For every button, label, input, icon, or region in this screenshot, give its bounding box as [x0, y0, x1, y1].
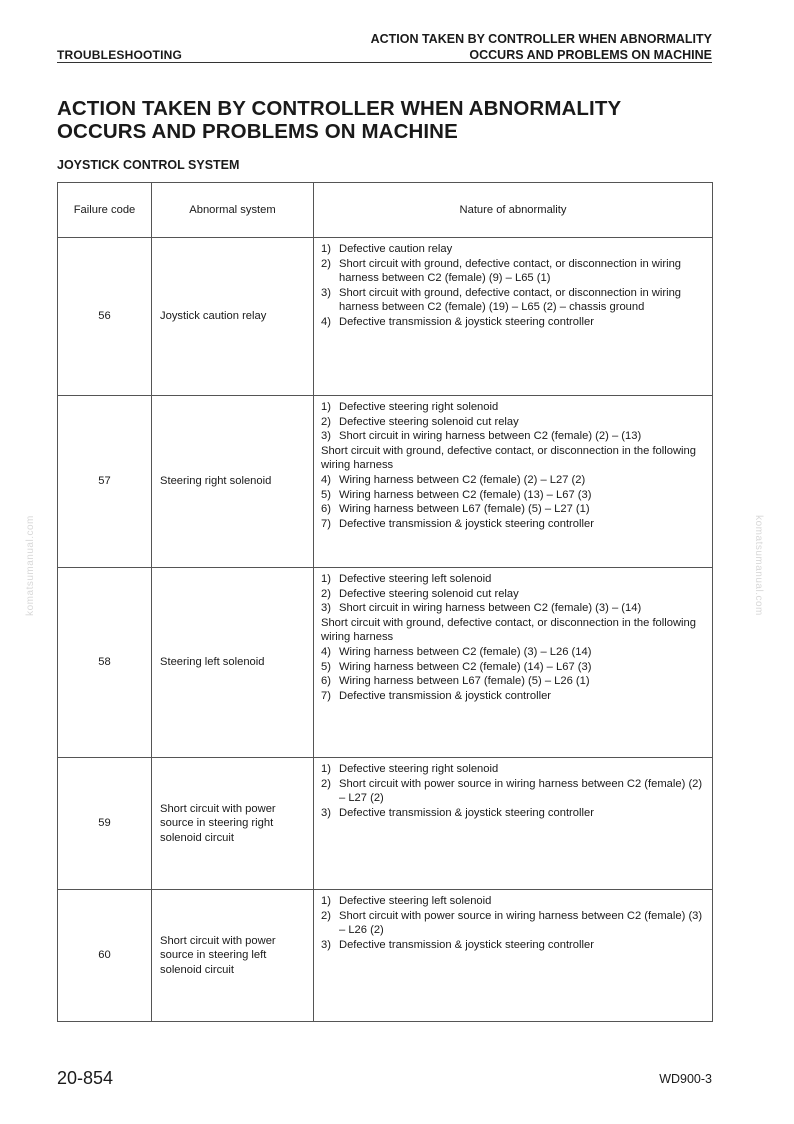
section-subtitle: JOYSTICK CONTROL SYSTEM	[57, 158, 240, 172]
model-number: WD900-3	[659, 1072, 712, 1086]
abnormality-item	[321, 415, 708, 430]
nature-of-abnormality-cell	[314, 238, 713, 396]
running-title	[371, 31, 712, 63]
abnormality-item	[321, 909, 708, 938]
table-row	[58, 758, 713, 890]
item-text: Defective steering left solenoid	[339, 573, 492, 585]
nature-of-abnormality-cell	[314, 568, 713, 758]
item-number: 3)	[321, 806, 331, 819]
item-number: 2)	[321, 777, 331, 790]
item-text: Wiring harness between C2 (female) (3) – L26 (14)	[339, 645, 592, 658]
abnormality-item	[321, 257, 708, 286]
item-text: Wiring harness between C2 (female) (13) – L67 (3)	[339, 488, 592, 501]
column-header-failure-code: Failure code	[58, 183, 152, 238]
item-text: Defective transmission & joystick steering controller	[339, 806, 594, 819]
item-number: 7)	[321, 689, 331, 702]
item-number: 1)	[321, 401, 331, 413]
abnormality-item	[321, 762, 708, 777]
table-row	[58, 396, 713, 568]
table-row	[58, 238, 713, 396]
item-number: 4)	[321, 473, 331, 486]
item-number: 6)	[321, 675, 331, 688]
item-text: Defective steering left solenoid	[339, 895, 492, 907]
failure-code-cell: 57	[58, 396, 152, 568]
item-number: 3)	[321, 286, 331, 299]
abnormality-item: Short circuit with ground, defective contact, or disconnection in the following wiring harness	[321, 616, 696, 644]
item-text: Short circuit in wiring harness between C2 (female) (3) – (14)	[339, 602, 642, 615]
item-number: 2)	[321, 909, 331, 922]
failure-code-cell: 58	[58, 568, 152, 758]
abnormal-system-cell: Steering left solenoid	[152, 568, 314, 758]
abnormal-system-cell: Steering right solenoid	[152, 396, 314, 568]
abnormality-item	[321, 242, 708, 257]
item-number: 3)	[321, 938, 331, 951]
page-number: 20-854	[57, 1068, 114, 1088]
item-number: 2)	[321, 415, 331, 428]
abnormality-item	[321, 429, 708, 444]
column-header-nature: Nature of abnormality	[314, 183, 713, 238]
failure-code-table	[57, 182, 713, 1022]
item-number: 7)	[321, 517, 331, 530]
abnormality-item	[321, 517, 708, 532]
page-title-line2: OCCURS AND PROBLEMS ON MACHINE	[57, 120, 458, 143]
item-text: Short circuit with power source in wiring harness between C2 (female) (3) – L26 (2)	[339, 909, 703, 937]
item-text: Short circuit with ground, defective contact, or disconnection in wiring harness between C2 (female) (9) – L65 (1)	[339, 257, 682, 285]
abnormality-item	[321, 689, 708, 704]
item-number: 3)	[321, 602, 331, 615]
item-number: 4)	[321, 315, 331, 328]
nature-of-abnormality-cell	[314, 396, 713, 568]
abnormality-item	[321, 286, 708, 315]
nature-of-abnormality-cell	[314, 758, 713, 890]
item-text: Defective transmission & joystick steering controller	[339, 517, 594, 530]
item-number: 1)	[321, 895, 331, 907]
abnormality-item	[321, 645, 708, 660]
watermark-right: komatsumanual.com	[752, 515, 764, 616]
item-number: 4)	[321, 645, 331, 658]
failure-code-cell: 59	[58, 758, 152, 890]
running-title-line2: OCCURS AND PROBLEMS ON MACHINE	[469, 48, 712, 62]
item-text: Defective transmission & joystick steering controller	[339, 315, 594, 328]
abnormality-item	[321, 806, 708, 821]
abnormality-item	[321, 587, 708, 602]
section-label: TROUBLESHOOTING	[57, 48, 182, 62]
item-text: Wiring harness between C2 (female) (14) – L67 (3)	[339, 660, 592, 673]
table-row	[58, 568, 713, 758]
item-text: Defective steering right solenoid	[339, 763, 499, 775]
item-number: 1)	[321, 243, 331, 255]
item-text: Wiring harness between L67 (female) (5) – L27 (1)	[339, 503, 590, 516]
item-text: Short circuit with ground, defective contact, or disconnection in wiring harness between C2 (female) (19) – L65 (2) – chassis ground	[339, 286, 682, 314]
abnormality-item	[321, 660, 708, 675]
running-title-line1: ACTION TAKEN BY CONTROLLER WHEN ABNORMALITY	[370, 32, 712, 46]
item-text: Defective caution relay	[339, 243, 453, 255]
item-text: Short circuit in wiring harness between C2 (female) (2) – (13)	[339, 430, 642, 443]
abnormality-item	[321, 601, 708, 616]
abnormality-item	[321, 400, 708, 415]
item-number: 5)	[321, 488, 331, 501]
failure-code-cell: 56	[58, 238, 152, 396]
item-text: Defective steering right solenoid	[339, 401, 499, 413]
item-number: 1)	[321, 573, 331, 585]
item-number: 2)	[321, 587, 331, 600]
item-number: 3)	[321, 430, 331, 443]
abnormality-item	[321, 938, 708, 953]
abnormality-item	[321, 894, 708, 909]
item-number: 2)	[321, 257, 331, 270]
failure-code-cell: 60	[58, 890, 152, 1022]
abnormality-item	[321, 502, 708, 517]
item-text: Defective steering solenoid cut relay	[339, 415, 519, 428]
header-rule	[57, 62, 712, 63]
item-text: Defective steering solenoid cut relay	[339, 587, 519, 600]
item-text: Wiring harness between C2 (female) (2) – L27 (2)	[339, 473, 586, 486]
abnormality-item	[321, 572, 708, 587]
abnormal-system-cell: Joystick caution relay	[152, 238, 314, 396]
abnormality-item	[321, 473, 708, 488]
watermark-left: komatsumanual.com	[24, 515, 36, 616]
page-title-line1: ACTION TAKEN BY CONTROLLER WHEN ABNORMALITY	[57, 97, 622, 120]
item-text: Wiring harness between L67 (female) (5) – L26 (1)	[339, 675, 590, 688]
item-number: 1)	[321, 763, 331, 775]
item-number: 6)	[321, 503, 331, 516]
item-text: Defective transmission & joystick controller	[339, 689, 552, 702]
abnormality-item	[321, 488, 708, 503]
item-text: Defective transmission & joystick steering controller	[339, 938, 594, 951]
item-number: 5)	[321, 660, 331, 673]
table-header-row	[58, 183, 713, 238]
abnormality-item	[321, 315, 708, 330]
abnormality-item	[321, 777, 708, 806]
nature-of-abnormality-cell	[314, 890, 713, 1022]
page-title	[57, 97, 621, 143]
abnormal-system-cell: Short circuit with power source in steering left solenoid circuit	[152, 890, 314, 1022]
column-header-abnormal-system: Abnormal system	[152, 183, 314, 238]
table-row	[58, 890, 713, 1022]
abnormality-item	[321, 674, 708, 689]
abnormal-system-cell: Short circuit with power source in steering right solenoid circuit	[152, 758, 314, 890]
item-text: Short circuit with power source in wiring harness between C2 (female) (2) – L27 (2)	[339, 777, 703, 805]
abnormality-item: Short circuit with ground, defective contact, or disconnection in the following wiring harness	[321, 444, 696, 472]
